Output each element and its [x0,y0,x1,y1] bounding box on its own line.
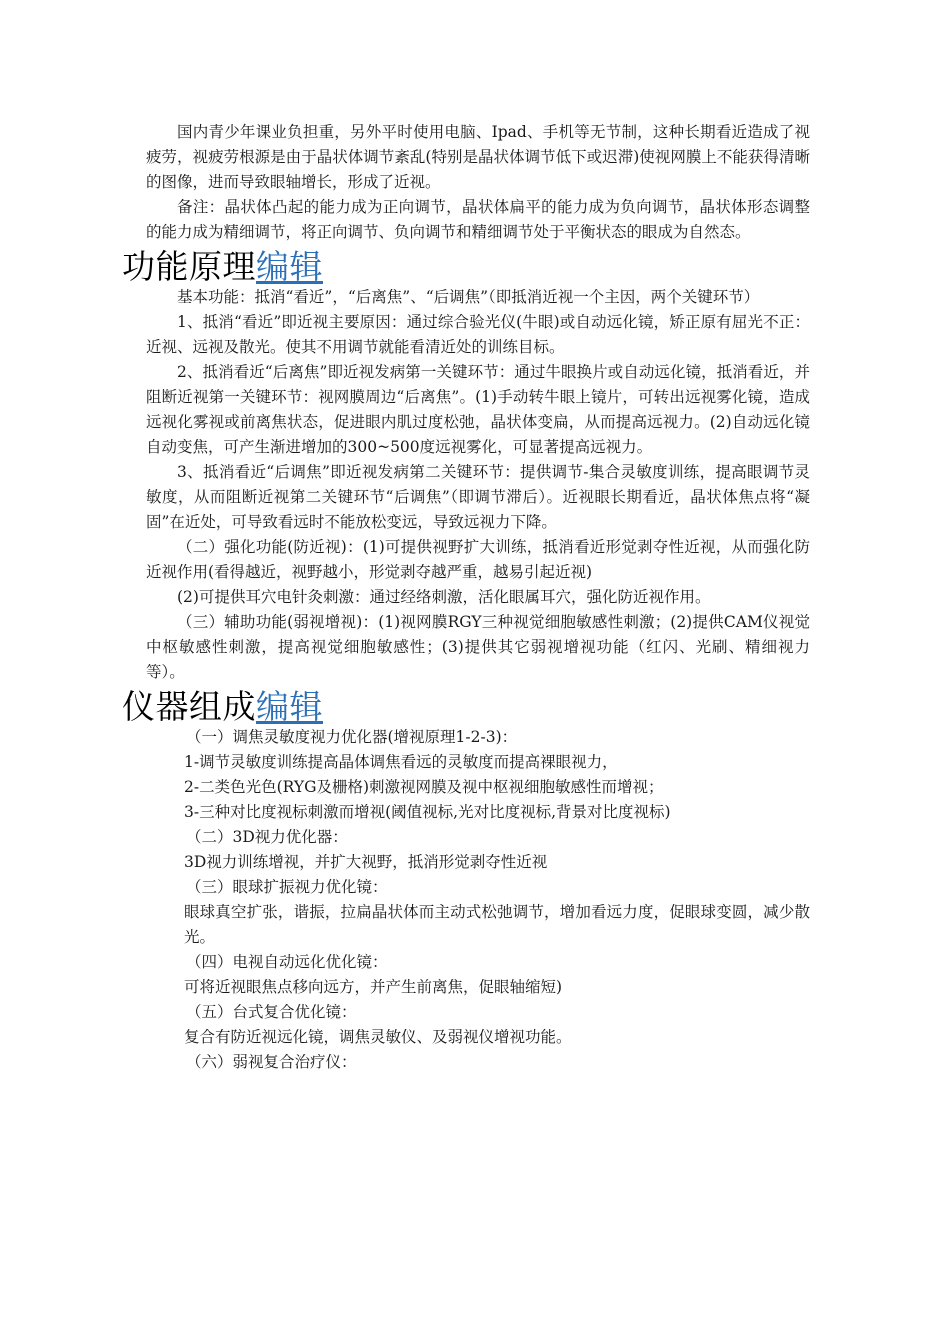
intro-paragraph-1: 国内青少年课业负担重，另外平时使用电脑、Ipad、手机等无节制，这种长期看近造成了视疲劳，视疲劳根源是由于晶状体调节紊乱(特别是晶状体调节低下或迟滞)使视网膜上不能获得清晰的图像，进而导致眼轴增长，形成了近视。 [146,123,810,191]
section-composition-body [146,725,810,1075]
function-paragraph: 2、抵消看近“后离焦”即近视发病第一关键环节：通过牛眼换片或自动远化镜，抵消看近，并阻断近视第一关键环节：视网膜周边“后离焦”。(1)手动转牛眼上镜片，可转出远视雾化镜，造成远视化雾视或前离焦状态，促进眼内肌过度松弛，晶状体变扁，从而提高远视力。(2)自动远化镜自动变焦，可产生渐进增加的300~500度远视雾化，可显著提高远视力。 [146,363,810,456]
function-paragraph: 3、抵消看近“后调焦”即近视发病第二关键环节：提供调节-集合灵敏度训练，提高眼调节灵敏度，从而阻断近视第二关键环节“后调焦”（即调节滞后）。近视眼长期看近，晶状体焦点将“凝固”在近处，可导致看远时不能放松变远，导致远视力下降。 [146,463,810,531]
section-heading-function [122,249,810,285]
composition-line: 可将近视眼焦点移向远方，并产生前离焦，促眼轴缩短) [184,978,563,996]
composition-line: 3D视力训练增视，并扩大视野，抵消形觉剥夺性近视 [184,853,548,871]
document-page [122,120,810,1075]
composition-line: 1-调节灵敏度训练提高晶体调焦看远的灵敏度而提高裸眼视力， [184,753,618,771]
function-paragraph: （三）辅助功能(弱视增视)：(1)视网膜RGY三种视觉细胞敏感性刺激；(2)提供CAM仪视觉中枢敏感性刺激，提高视觉细胞敏感性；(3)提供其它弱视增视功能（红闪、光刷、精细视力等）。 [146,613,810,681]
composition-line: （六）弱视复合治疗仪： [186,1053,357,1071]
composition-line: 眼球真空扩张，谐振，拉扁晶状体而主动式松弛调节，增加看远力度，促眼球变圆，减少散光。 [184,903,810,946]
section-title: 功能原理 [122,247,256,286]
function-paragraph: （二）强化功能(防近视)：(1)可提供视野扩大训练，抵消看近形觉剥夺性近视，从而强化防近视作用(看得越近，视野越小，形觉剥夺越严重，越易引起近视) [146,538,810,581]
section-heading-composition [122,689,810,725]
intro-paragraph-2: 备注：晶状体凸起的能力成为正向调节，晶状体扁平的能力成为负向调节，晶状体形态调整的能力成为精细调节，将正向调节、负向调节和精细调节处于平衡状态的眼成为自然态。 [146,198,810,241]
section-function-body [146,285,810,685]
composition-line: （一）调焦灵敏度视力优化器(增视原理1-2-3)： [186,728,518,746]
composition-line: （三）眼球扩振视力优化镜： [186,878,388,896]
composition-line: 2-二类色光色(RYG及栅格)刺激视网膜及视中枢视细胞敏感性而增视； [184,778,664,796]
function-paragraph: (2)可提供耳穴电针灸刺激：通过经络刺激，活化眼属耳穴，强化防近视作用。 [177,588,711,606]
section-title: 仪器组成 [122,687,256,726]
composition-line: （二）3D视力优化器： [186,828,348,846]
composition-line: （五）台式复合优化镜： [186,1003,357,1021]
function-paragraph: 1、抵消“看近”即近视主要原因：通过综合验光仪(牛眼)或自动远化镜，矫正原有屈光不正：近视、远视及散光。使其不用调节就能看清近处的训练目标。 [146,313,810,356]
composition-line: （四）电视自动远化优化镜： [186,953,388,971]
composition-line: 复合有防近视远化镜，调焦灵敏仪、及弱视仪增视功能。 [184,1028,572,1046]
edit-link[interactable]: 编辑 [256,247,323,286]
edit-link[interactable]: 编辑 [256,687,323,726]
composition-line: 3-三种对比度视标刺激而增视(阈值视标,光对比度视标,背景对比度视标) [184,803,671,821]
function-paragraph: 基本功能：抵消“看近”，“后离焦”、“后调焦”（即抵消近视一个主因，两个关键环节） [177,288,760,306]
